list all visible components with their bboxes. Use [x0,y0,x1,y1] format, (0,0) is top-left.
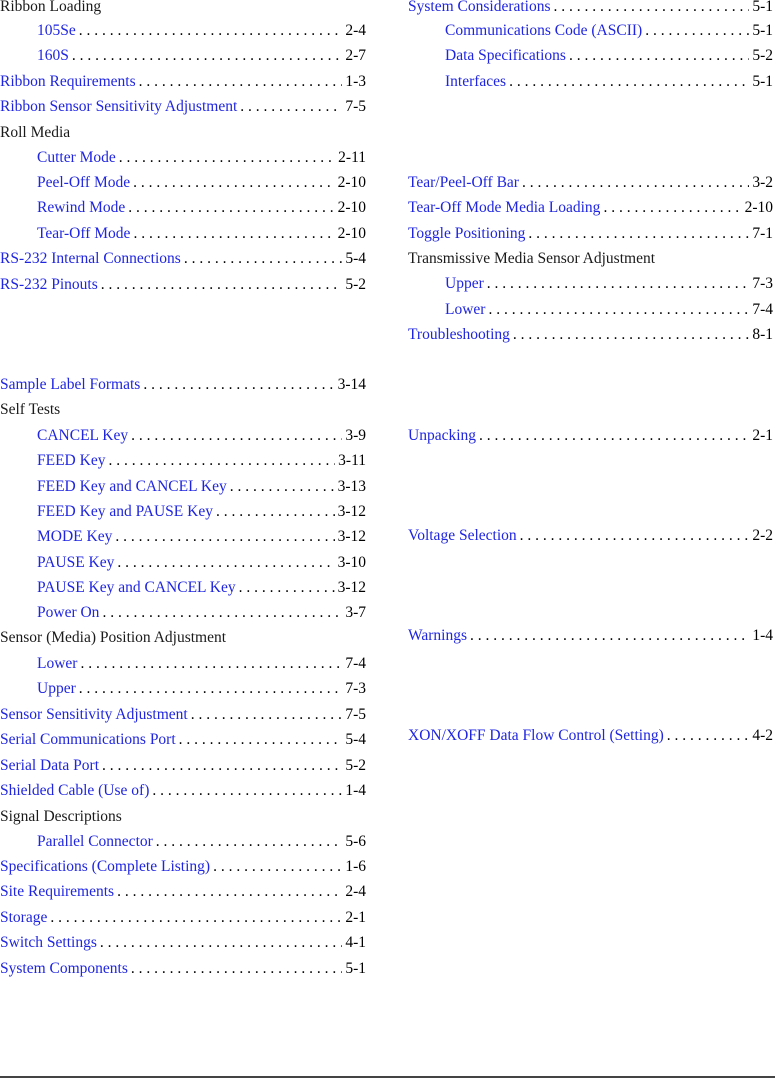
page-number: 5-2 [345,276,366,293]
page-number: 5-6 [345,833,366,850]
index-entry[interactable] [37,831,366,853]
index-heading [0,399,366,421]
index-entry[interactable] [445,20,773,42]
index-entry[interactable] [0,96,366,118]
index-entry[interactable] [37,476,366,498]
page-number: 2-7 [345,47,366,64]
entry-label: Troubleshooting [408,326,510,343]
entry-label: 105Se [37,22,76,39]
index-entry[interactable] [0,274,366,296]
dot-leader [645,20,749,42]
index-entry[interactable] [408,197,773,219]
page-number: 3-12 [337,528,366,545]
dot-leader [108,450,335,472]
entry-label: Self Tests [0,401,61,418]
dot-leader [239,577,335,599]
page-number: 5-4 [345,731,366,748]
entry-label: Interfaces [445,73,507,90]
page-number: 3-13 [337,478,366,495]
index-entry[interactable] [0,71,366,93]
entry-label: Upper [445,275,484,292]
dot-leader [102,755,342,777]
index-entry[interactable] [37,197,366,219]
entry-label: Roll Media [0,124,71,141]
entry-label: Shielded Cable (Use of) [0,782,150,799]
index-entry[interactable] [0,704,366,726]
entry-label: Rewind Mode [37,199,126,216]
index-entry[interactable] [408,525,773,547]
index-entry[interactable] [0,248,366,270]
index-entry[interactable] [37,653,366,675]
dot-leader [667,725,750,747]
page-number: 1-3 [345,73,366,90]
dot-leader [479,425,749,447]
entry-label: Signal Descriptions [0,808,122,825]
index-entry[interactable] [0,780,366,802]
entry-label: Ribbon Loading [0,0,102,15]
index-entry[interactable] [0,881,366,903]
dot-leader [101,274,343,296]
page-number: 7-5 [345,706,366,723]
dot-leader [230,476,335,498]
dot-leader [509,71,749,93]
dot-leader [487,273,750,295]
index-heading [408,248,773,270]
entry-label: Lower [37,655,78,672]
dot-leader [79,678,343,700]
entry-label: Transmissive Media Sensor Adjustment [408,250,656,267]
index-entry[interactable] [0,907,366,929]
dot-leader [143,374,334,396]
entry-label: Sensor (Media) Position Adjustment [0,629,227,646]
page-number: 5-2 [345,757,366,774]
entry-label: Tear-Off Mode [37,225,131,242]
page-number: 7-3 [752,275,773,292]
dot-leader [131,425,342,447]
index-entry[interactable] [408,625,773,647]
dot-leader [133,223,334,245]
index-entry[interactable] [445,45,773,67]
index-heading [0,627,366,649]
dot-leader [522,172,749,194]
entry-label: Tear/Peel-Off Bar [408,174,519,191]
entry-label: Tear-Off Mode Media Loading [408,199,601,216]
dot-leader [216,501,335,523]
dot-leader [139,71,343,93]
dot-leader [488,299,749,321]
entry-label: Parallel Connector [37,833,153,850]
page-number: 7-1 [752,225,773,242]
index-heading [0,0,366,18]
dot-leader [520,525,750,547]
dot-leader [133,172,334,194]
dot-leader [191,704,343,726]
dot-leader [117,881,342,903]
page-number: 2-4 [345,883,366,900]
page-number: 7-3 [345,680,366,697]
entry-label: RS-232 Pinouts [0,276,98,293]
page-number: 5-1 [752,0,773,15]
dot-leader [213,856,342,878]
index-entry[interactable] [0,932,366,954]
dot-leader [152,780,342,802]
page-number: 1-4 [752,627,773,644]
dot-leader [102,602,342,624]
dot-leader [100,932,342,954]
index-entry[interactable] [37,552,366,574]
page-number: 1-4 [345,782,366,799]
entry-label: Voltage Selection [408,527,517,544]
dot-leader [115,526,334,548]
index-entry[interactable] [37,678,366,700]
index-entry[interactable] [408,324,773,346]
page-number: 2-10 [337,225,366,242]
page-number: 2-1 [345,909,366,926]
entry-label: Lower [445,301,486,318]
footer-rule [0,1076,775,1078]
index-entry[interactable] [37,172,366,194]
index-entry[interactable] [445,71,773,93]
entry-label: Power On [37,604,100,621]
dot-leader [554,0,750,18]
index-entry[interactable] [37,425,366,447]
entry-label: Sample Label Formats [0,376,141,393]
entry-label: Serial Data Port [0,757,100,774]
page-number: 2-10 [337,199,366,216]
dot-leader [184,248,343,270]
index-entry[interactable] [408,172,773,194]
index-entry[interactable] [408,0,773,18]
dot-leader [128,197,334,219]
entry-label: XON/XOFF Data Flow Control (Setting) [408,727,664,744]
index-entry[interactable] [37,223,366,245]
index-entry[interactable] [37,602,366,624]
entry-label: PAUSE Key [37,554,115,571]
page-number: 4-2 [752,727,773,744]
index-entry[interactable] [0,374,366,396]
page-number: 4-1 [345,934,366,951]
dot-leader [131,958,342,980]
entry-label: Serial Communications Port [0,731,176,748]
dot-leader [470,625,749,647]
page-number: 2-1 [752,427,773,444]
page-number: 5-4 [345,250,366,267]
dot-leader [603,197,741,219]
page-number: 5-1 [345,960,366,977]
index-entry[interactable] [0,755,366,777]
page-number: 7-4 [345,655,366,672]
entry-label: Ribbon Sensor Sensitivity Adjustment [0,98,238,115]
dot-leader [50,907,342,929]
entry-label: Warnings [408,627,468,644]
entry-label: Sensor Sensitivity Adjustment [0,706,188,723]
page-number: 7-5 [345,98,366,115]
index-entry[interactable] [37,526,366,548]
dot-leader [569,45,749,67]
entry-label: Ribbon Requirements [0,73,136,90]
index-entry[interactable] [0,729,366,751]
page-number: 3-2 [752,174,773,191]
entry-label: Specifications (Complete Listing) [0,858,211,875]
entry-label: Storage [0,909,48,926]
dot-leader [240,96,342,118]
entry-label: PAUSE Key and CANCEL Key [37,579,236,596]
entry-label: Data Specifications [445,47,566,64]
entry-label: Communications Code (ASCII) [445,22,643,39]
page-number: 2-10 [744,199,773,216]
entry-label: Toggle Positioning [408,225,526,242]
index-heading [0,806,366,828]
page-number: 2-4 [345,22,366,39]
index-entry[interactable] [408,223,773,245]
entry-label: Cutter Mode [37,149,116,166]
page-number: 2-2 [752,527,773,544]
dot-leader [528,223,749,245]
entry-label: FEED Key [37,452,106,469]
index-entry[interactable] [0,958,366,980]
index-entry[interactable] [37,450,366,472]
dot-leader [117,552,334,574]
entry-label: Unpacking [408,427,477,444]
page-number: 8-1 [752,326,773,343]
entry-label: Peel-Off Mode [37,174,131,191]
entry-label: FEED Key and PAUSE Key [37,503,213,520]
page-number: 3-14 [337,376,366,393]
entry-label: MODE Key [37,528,113,545]
page-number: 3-10 [337,554,366,571]
entry-label: System Considerations [408,0,551,15]
index-entry[interactable] [37,577,366,599]
entry-label: CANCEL Key [37,427,129,444]
entry-label: FEED Key and CANCEL Key [37,478,227,495]
index-entry[interactable] [445,273,773,295]
dot-leader [156,831,343,853]
page-number: 1-6 [345,858,366,875]
index-entry[interactable] [408,725,773,747]
index-entry[interactable] [37,501,366,523]
dot-leader [119,147,335,169]
index-entry[interactable] [37,45,366,67]
index-entry[interactable] [408,425,773,447]
dot-leader [80,653,342,675]
page-number: 2-11 [338,149,366,166]
dot-leader [513,324,749,346]
page-number: 5-1 [752,73,773,90]
entry-label: RS-232 Internal Connections [0,250,181,267]
index-heading [0,122,366,144]
dot-leader [79,20,343,42]
index-entry[interactable] [37,147,366,169]
entry-label: Upper [37,680,76,697]
entry-label: Switch Settings [0,934,97,951]
page-number: 5-2 [752,47,773,64]
entry-label: Site Requirements [0,883,115,900]
index-entry[interactable] [0,856,366,878]
dot-leader [179,729,343,751]
page-number: 3-7 [345,604,366,621]
page-number: 5-1 [752,22,773,39]
index-entry[interactable] [445,299,773,321]
index-entry[interactable] [37,20,366,42]
entry-label: 160S [37,47,69,64]
page-number: 3-9 [345,427,366,444]
page-number: 2-10 [337,174,366,191]
page-number: 3-12 [337,503,366,520]
dot-leader [72,45,342,67]
page-number: 3-12 [337,579,366,596]
entry-label: System Components [0,960,128,977]
page-number: 3-11 [338,452,366,469]
page-number: 7-4 [752,301,773,318]
